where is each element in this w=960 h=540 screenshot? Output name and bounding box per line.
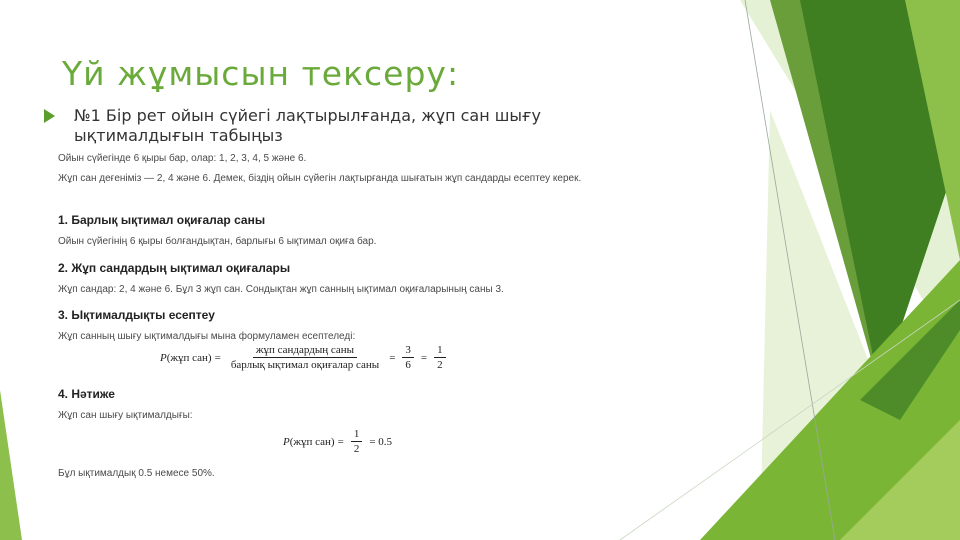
result-eq: = (337, 435, 344, 448)
result-formula (283, 428, 395, 455)
section-4-heading: 4. Нәтиже (58, 387, 115, 401)
section-2-heading: 2. Жұп сандардың ықтимал оқиғалары (58, 261, 291, 275)
formula-eq-2: = (389, 351, 396, 364)
conclusion-text: Бұл ықтималдық 0.5 немесе 50%. (58, 468, 215, 479)
section-1-heading: 1. Барлық ықтимал оқиғалар саны (58, 213, 266, 227)
formula-denominator-words: барлық ықтимал оқиғалар саны (230, 359, 380, 371)
formula-fraction-3-6 (402, 344, 414, 371)
intro-line-2: Жұп сан деғеніміз — 2, 4 және 6. Демек, біздің ойын сүйегін лақтырғанда шығатын жұп сандарды есептеу керек. (58, 173, 582, 184)
formula-eq-1: = (214, 351, 221, 364)
formula-numerator-1: 1 (434, 344, 446, 358)
bullet-arrow-icon (44, 109, 55, 123)
section-1-text: Ойын сүйегінің 6 қыры болғандықтан, барлығы 6 ықтимал оқиға бар. (58, 236, 377, 247)
formula-fraction-1-2 (434, 344, 446, 371)
result-p: P (283, 435, 290, 448)
result-numerator: 1 (351, 428, 363, 442)
result-value: = 0.5 (369, 435, 393, 448)
task-text: №1 Бір рет ойын сүйегі лақтырылғанда, жұп сан шығу ықтималдығын табыңыз (74, 106, 541, 145)
section-2-text: Жұп сандар: 2, 4 және 6. Бұл 3 жұп сан. Сондықтан жұп санның ықтимал оқиғаларының саны 3. (58, 284, 504, 295)
section-3-heading: 3. Ықтималдықты есептеу (58, 308, 215, 322)
formula-numerator-words: жұп сандардың саны (253, 344, 357, 358)
formula-numerator-3: 3 (402, 344, 414, 358)
formula-eq-3: = (420, 351, 428, 364)
formula-fraction-words (228, 344, 382, 371)
result-arg: (жұп сан) (289, 435, 335, 448)
intro-line-1: Ойын сүйегінде 6 қыры бар, олар: 1, 2, 3, 4, 5 және 6. (58, 153, 307, 164)
page-title: Үй жұмысын тексеру: (62, 54, 460, 93)
formula-p: P (160, 351, 167, 364)
deco-triangle-left-bottom (0, 390, 22, 540)
formula-denominator-6: 6 (405, 359, 411, 371)
section-3-text: Жұп санның шығу ықтималдығы мына формуламен есептеледі: (58, 331, 356, 342)
probability-formula (160, 344, 450, 371)
formula-denominator-2: 2 (437, 359, 443, 371)
result-denominator: 2 (353, 443, 360, 455)
section-4-text: Жұп сан шығу ықтималдығы: (58, 410, 193, 421)
result-fraction (351, 428, 363, 455)
formula-arg: (жұп сан) (166, 351, 212, 364)
